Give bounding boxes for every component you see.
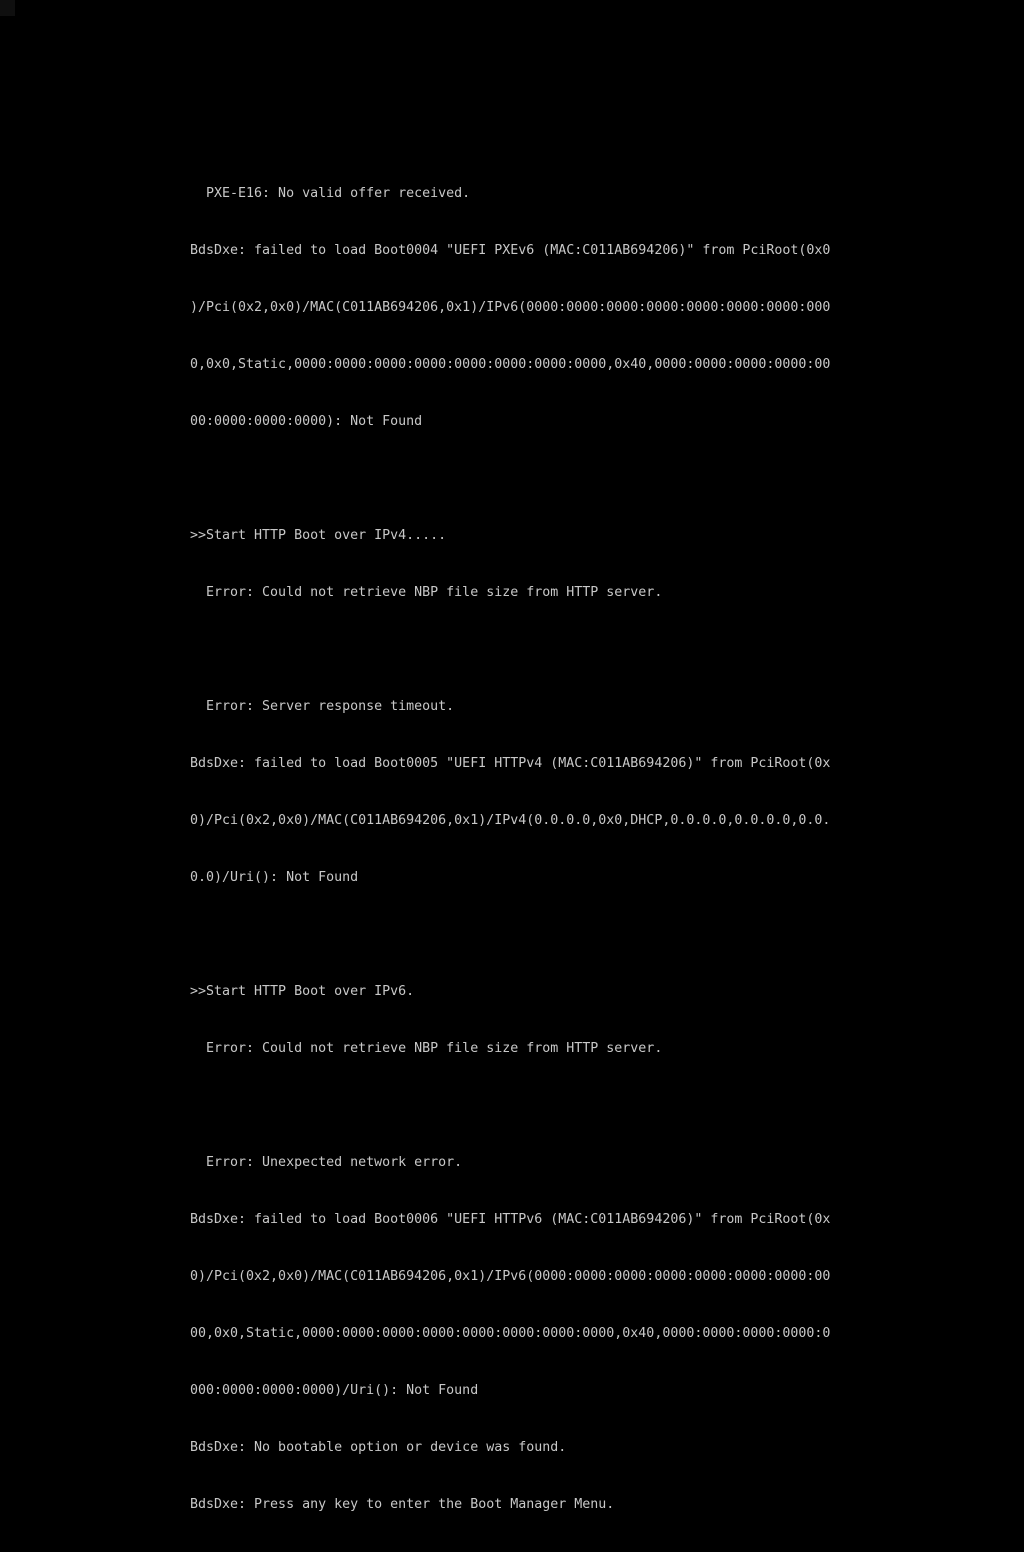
- console-line: >>Start HTTP Boot over IPv4.....: [190, 528, 447, 543]
- console-line: Error: Unexpected network error.: [190, 1155, 463, 1170]
- console-line: BdsDxe: Press any key to enter the Boot Manager Menu.: [190, 1497, 615, 1512]
- console-line: 0.0)/Uri(): Not Found: [190, 870, 359, 885]
- console-line: [190, 1096, 834, 1115]
- console-line: 000:0000:0000:0000)/Uri(): Not Found: [190, 1383, 479, 1398]
- console-line: BdsDxe: failed to load Boot0006 "UEFI HTTPv6 (MAC:C011AB694206)" from PciRoot(0x: [190, 1212, 831, 1227]
- console-line: >>Start HTTP Boot over IPv6.: [190, 984, 415, 999]
- console-line: Error: Could not retrieve NBP file size from HTTP server.: [190, 1041, 663, 1056]
- console-line: [190, 925, 834, 944]
- uefi-console-output: [190, 146, 834, 1552]
- console-line: Error: Server response timeout.: [190, 699, 455, 714]
- console-line: [190, 469, 834, 488]
- console-line: PXE-E16: No valid offer received.: [190, 186, 471, 201]
- console-line: 0)/Pci(0x2,0x0)/MAC(C011AB694206,0x1)/IPv4(0.0.0.0,0x0,DHCP,0.0.0.0,0.0.0.0,0.0.: [190, 813, 831, 828]
- console-line: Error: Could not retrieve NBP file size from HTTP server.: [190, 585, 663, 600]
- console-line: 00:0000:0000:0000): Not Found: [190, 414, 423, 429]
- console-line: BdsDxe: failed to load Boot0005 "UEFI HTTPv4 (MAC:C011AB694206)" from PciRoot(0x: [190, 756, 831, 771]
- console-line: 0,0x0,Static,0000:0000:0000:0000:0000:0000:0000:0000,0x40,0000:0000:0000:0000:00: [190, 357, 831, 372]
- console-line: [190, 640, 834, 659]
- console-line: 00,0x0,Static,0000:0000:0000:0000:0000:0000:0000:0000,0x40,0000:0000:0000:0000:0: [190, 1326, 831, 1341]
- console-line: 0)/Pci(0x2,0x0)/MAC(C011AB694206,0x1)/IPv6(0000:0000:0000:0000:0000:0000:0000:00: [190, 1269, 831, 1284]
- console-line: BdsDxe: No bootable option or device was found.: [190, 1440, 567, 1455]
- console-line: )/Pci(0x2,0x0)/MAC(C011AB694206,0x1)/IPv6(0000:0000:0000:0000:0000:0000:0000:000: [190, 300, 831, 315]
- console-line: BdsDxe: failed to load Boot0004 "UEFI PXEv6 (MAC:C011AB694206)" from PciRoot(0x0: [190, 243, 831, 258]
- cursor-block: [0, 0, 15, 16]
